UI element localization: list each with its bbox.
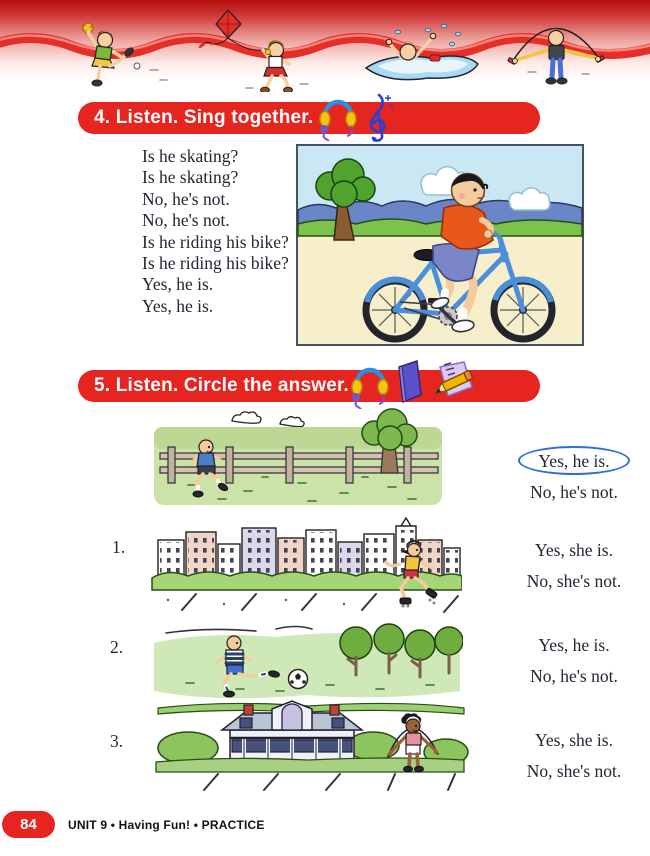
answer-group-1 (494, 535, 650, 597)
lyric-line: No, he's not. (142, 188, 230, 209)
song-lyrics (142, 146, 289, 317)
answer-option[interactable]: Yes, she is. (535, 540, 613, 560)
answer-group-2 (494, 630, 650, 692)
section5-banner-icons (350, 359, 476, 409)
answer-circle-mark (518, 446, 629, 475)
answer-option[interactable] (532, 446, 615, 477)
section4-banner-icons (318, 91, 393, 145)
lyric-line: No, he's not. (142, 210, 230, 231)
lyric-line: Is he skating? (142, 167, 239, 188)
answer-option[interactable]: No, she's not. (526, 571, 622, 591)
lyric-line: Yes, he is. (142, 274, 214, 295)
exercise-scene-running-boy (148, 407, 448, 511)
lyric-line: Is he riding his bike? (142, 253, 289, 274)
bike-scene-illustration (296, 144, 584, 346)
section4-title: 4. Listen. Sing together. (94, 107, 314, 128)
answer-group-3 (494, 725, 650, 787)
treble-clef-icon (363, 91, 393, 145)
section5-banner (78, 370, 540, 402)
answer-option[interactable]: No, he's not. (530, 666, 618, 686)
lyric-line: Is he skating? (142, 146, 239, 166)
headphones-icon (350, 359, 390, 409)
answer-option[interactable]: No, she's not. (526, 761, 622, 781)
answer-option[interactable]: Yes, she is. (535, 730, 613, 750)
lyric-line: Is he riding his bike? (142, 231, 289, 252)
item-number: 1. (112, 537, 126, 557)
item-number: 3. (110, 731, 124, 751)
answer-yes-label: Yes, he is. (538, 451, 610, 471)
section4-banner (78, 102, 540, 134)
answer-option[interactable]: Yes, he is. (538, 635, 610, 655)
exercise-scene-jump-rope-girl (148, 700, 470, 794)
exercise-scene-soccer-boy (146, 617, 463, 703)
section5-title: 5. Listen. Circle the answer. (94, 375, 350, 396)
footer-unit-label: UNIT 9 • Having Fun! • PRACTICE (68, 818, 265, 832)
page-number: 84 (20, 816, 37, 833)
top-border-illustration (0, 0, 650, 92)
lyric-line: Yes, he is. (142, 295, 214, 316)
page-number-badge (2, 811, 55, 838)
item-number: 2. (110, 637, 124, 657)
answer-group-0 (494, 446, 650, 508)
headphones-icon (318, 91, 358, 141)
pencil-icon (428, 359, 476, 403)
exercise-scene-skating-girl (138, 516, 462, 616)
book-icon (395, 359, 423, 405)
answer-option[interactable]: No, he's not. (530, 482, 618, 502)
